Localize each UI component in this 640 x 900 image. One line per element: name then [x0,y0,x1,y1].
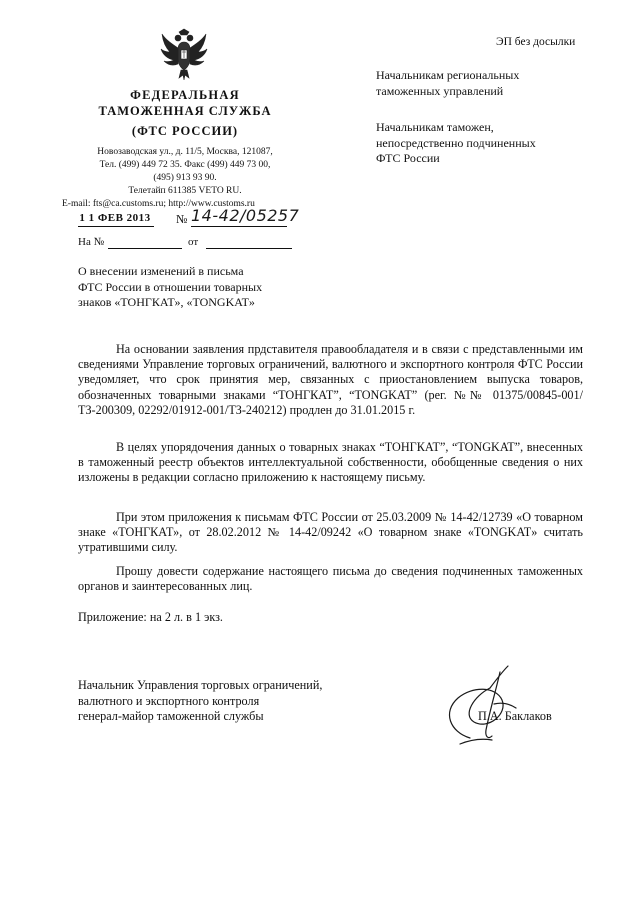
org-name-line1: ФЕДЕРАЛЬНАЯ [130,88,240,102]
paragraph-text: На основании заявления прдставителя правообладателя и в связи с представленными им сведениями Управление торговых ограничений, валютного и экспортного контроля ФТС России уведомляет, что срок принятия мер, связанных с приостановлением выпуска товаров, обозначенных товарными знаками “ТОНГКАТ”, “TONGKAT” (рег. №№ 01375/00845-001/ТЗ-200309, 02292/01912-001/ТЗ-240212) продлен до 31.01.2015 г. [78,342,583,417]
subject-line: О внесении изменений в письма [78,264,244,278]
address: Новозаводская ул., д. 11/5, Москва, 121087, [97,147,273,157]
date-underline [78,226,154,227]
ref-number-label: На № [78,236,105,248]
email-web: E-mail: fts@ca.customs.ru; http://www.customs.ru [62,199,255,209]
paragraph-text: При этом приложения к письмам ФТС России от 25.03.2009 № 14-42/12739 «О товарном знаке «ТОНГКАТ», от 28.02.2012 № 14-42/09242 «О товарном знаке «TONGKAT» считать утратившими силу. [78,510,583,555]
fax-2: (495) 913 93 90. [153,173,217,183]
top-note: ЭП без досылки [496,36,576,48]
phone-fax: Тел. (499) 449 72 35. Факс (499) 449 73 00, [99,160,271,170]
recipient-line: непосредственно подчиненных [376,135,536,150]
teletype: Телетайп 611385 VETO RU. [128,186,242,196]
signer-name: П.А. Баклаков [478,709,552,723]
body-paragraph-3 [78,510,583,556]
recipient-line: ФТС России [376,151,440,165]
recipient-line: Начальникам таможен, [376,120,494,134]
paragraph-text: В целях упорядочения данных о товарных знаках “ТОНГКАТ”, “TONGKAT”, внесенных в таможенный реестр объектов интеллектуальной собственности, обобщенные сведения о них изложены в редакции согласно приложению к настоящему письму. [78,440,583,485]
recipient-line: таможенных управлений [376,83,504,98]
body-paragraph-4 [78,564,583,594]
signer-title-line: Начальник Управления торговых ограничений, [78,678,323,692]
handwritten-signature [430,660,538,750]
ref-number-blank [108,248,182,249]
ref-date-blank [206,248,292,249]
ref-date-label: от [188,236,199,248]
org-name-line2: ТАМОЖЕННАЯ СЛУЖБА [98,104,272,118]
subject-line: знаков «ТОНГКАТ», «TONGKAT» [78,295,255,309]
org-abbreviation: (ФТС РОССИИ) [131,124,239,138]
paragraph-text: Прошу довести содержание настоящего письма до сведения подчиненных таможенных органов и заинтересованных лиц. [78,564,583,594]
recipient-block-1 [376,68,576,99]
subject-block [78,264,308,311]
number-sign: № [176,212,188,226]
attachment-note: Приложение: на 2 л. в 1 экз. [78,610,223,624]
body-paragraph-1 [78,342,583,418]
contact-block [62,146,308,211]
recipient-block-2 [376,120,576,167]
registration-number: 14-42/05257 [191,206,300,225]
signer-title-line: генерал-майор таможенной службы [78,709,264,723]
number-underline [191,226,287,227]
subject-line: ФТС России в отношении товарных [78,279,263,294]
signer-title-block [78,678,322,725]
body-paragraph-2 [78,440,583,486]
signer-title-line: валютного и экспортного контроля [78,693,260,708]
registration-date: 1 1 ФЕВ 2013 [79,212,151,224]
recipient-line: Начальникам региональных [376,68,520,82]
double-headed-eagle-icon [160,28,208,82]
